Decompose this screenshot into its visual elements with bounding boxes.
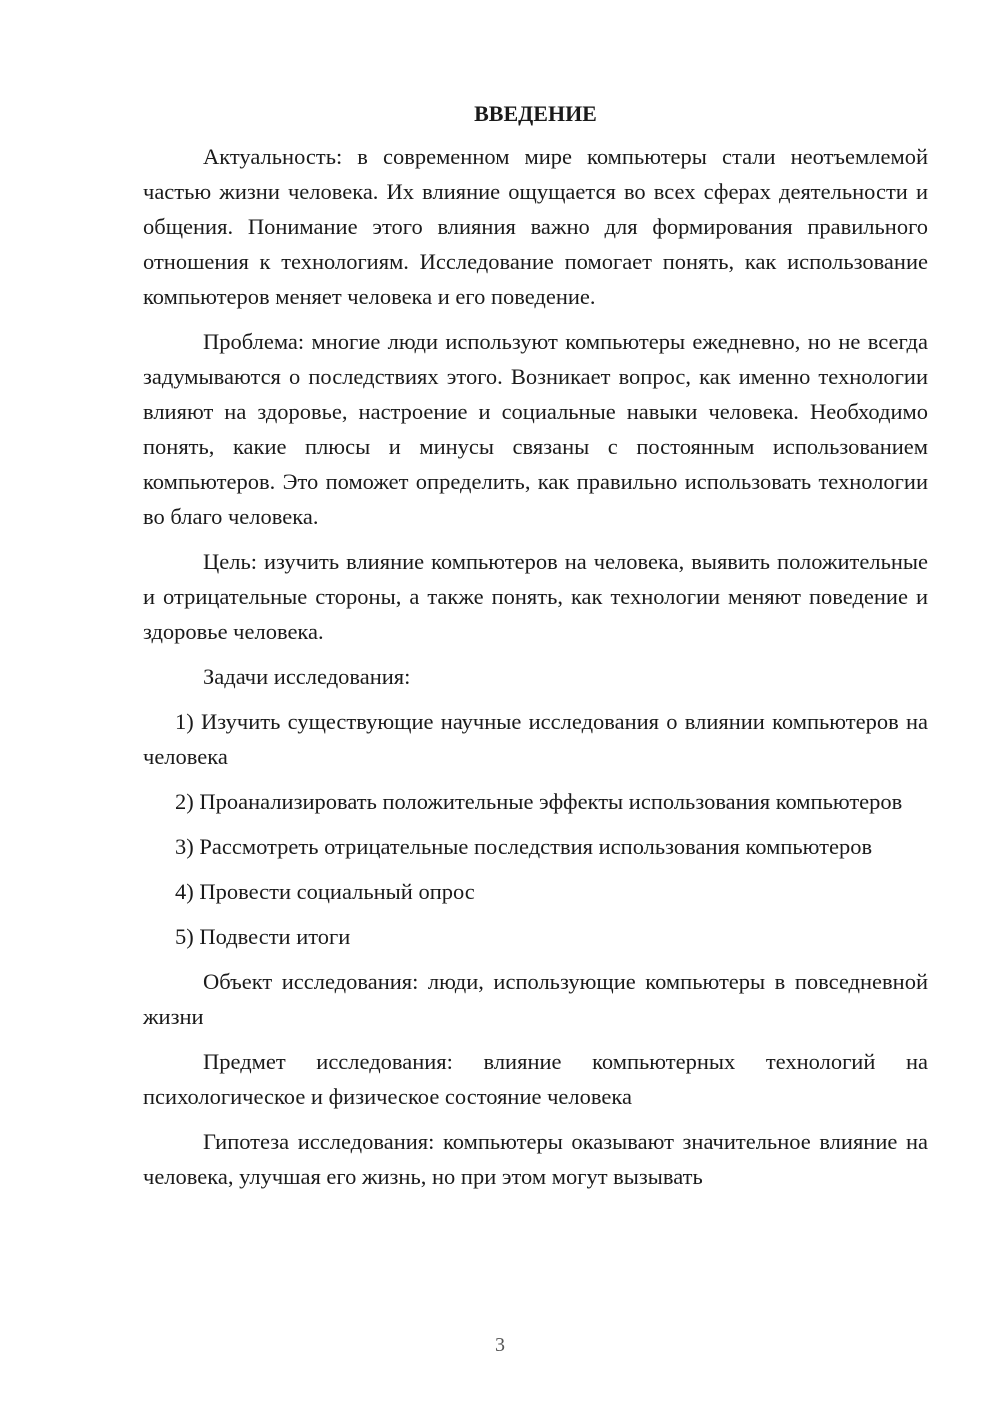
task-item: 1) Изучить существующие научные исследования о влиянии компьютеров на человека <box>143 709 928 769</box>
paragraph-object: Объект исследования: люди, использующие компьютеры в повседневной жизни <box>143 969 928 1029</box>
page-content <box>143 96 928 1204</box>
paragraph-tasks-heading: Задачи исследования: <box>203 664 411 689</box>
paragraph-hypothesis: Гипотеза исследования: компьютеры оказывают значительное влияние на человека, улучшая его жизнь, но при этом могут вызывать <box>143 1129 928 1189</box>
page-number: 3 <box>495 1334 505 1356</box>
paragraph-problem: Проблема: многие люди используют компьютеры ежедневно, но не всегда задумываются о последствиях этого. Возникает вопрос, как именно технологии влияют на здоровье, настроение и социальные навыки человека. Необходимо понять, какие плюсы и минусы связаны с постоянным использованием компьютеров. Это поможет определить, как правильно использовать технологии во благо человека. <box>143 329 928 529</box>
page-title: ВВЕДЕНИЕ <box>474 101 597 126</box>
task-item: 2) Проанализировать положительные эффекты использования компьютеров <box>175 789 903 814</box>
task-item: 5) Подвести итоги <box>175 924 351 949</box>
task-item: 4) Провести социальный опрос <box>175 879 475 904</box>
paragraph-relevance: Актуальность: в современном мире компьютеры стали неотъемлемой частью жизни человека. Их влияние ощущается во всех сферах деятельности и общения. Понимание этого влияния важно для формирования правильного отношения к технологиям. Исследование помогает понять, как использование компьютеров меняет человека и его поведение. <box>143 144 928 309</box>
paragraph-goal: Цель: изучить влияние компьютеров на человека, выявить положительные и отрицательные стороны, а также понять, как технологии меняют поведение и здоровье человека. <box>143 549 928 644</box>
paragraph-subject: Предмет исследования: влияние компьютерных технологий на психологическое и физическое состояние человека <box>143 1049 928 1109</box>
task-item: 3) Рассмотреть отрицательные последствия использования компьютеров <box>175 834 873 859</box>
